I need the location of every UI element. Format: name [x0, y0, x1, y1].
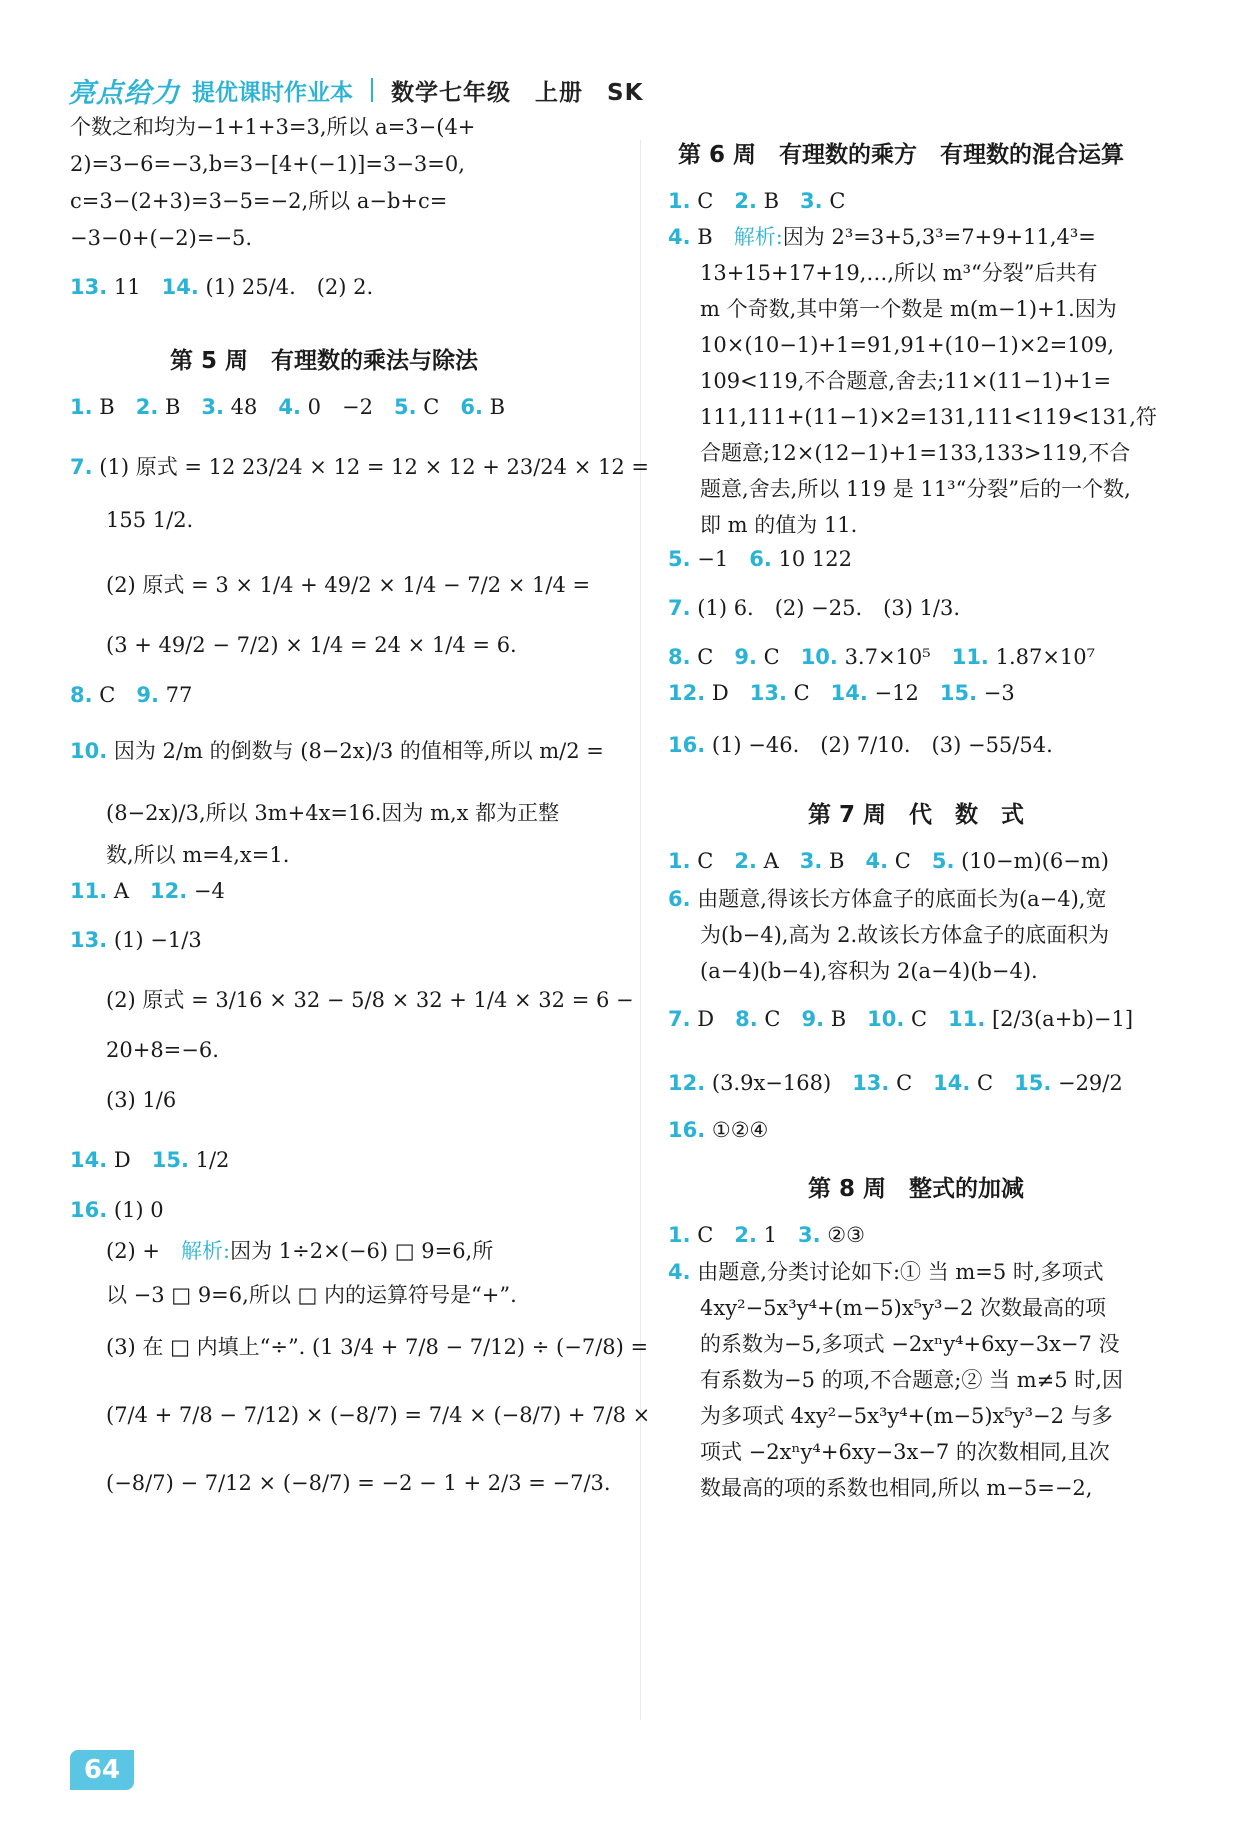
- page-number: 64: [70, 1750, 134, 1790]
- answer-line: 5. −1 6. 10 122: [668, 547, 852, 571]
- column-divider: [640, 140, 641, 1720]
- answer-line: 13. (1) −1/3: [70, 928, 202, 952]
- answer-line: 1. C 2. A 3. B 4. C 5. (10−m)(6−m): [668, 849, 1109, 873]
- answer-line: 8. C 9. C 10. 3.7×10⁵ 11. 1.87×10⁷: [668, 645, 1096, 669]
- text-line: 20+8=−6.: [106, 1038, 219, 1062]
- text-line: 111,111+(11−1)×2=131,111<119<131,符: [700, 405, 1157, 429]
- answer-line: 1. B 2. B 3. 48 4. 0 −2 5. C 6. B: [70, 395, 506, 419]
- text-line: 即 m 的值为 11.: [700, 513, 858, 537]
- text-line: c=3−(2+3)=3−5=−2,所以 a−b+c=: [70, 189, 448, 213]
- answer-line: 1. C 2. B 3. C: [668, 189, 846, 213]
- section-title-week6: 第 6 周 有理数的乘方 有理数的混合运算: [678, 142, 1125, 168]
- answer-line: 6. 由题意,得该长方体盒子的底面长为(a−4),宽: [668, 887, 1107, 911]
- text-line: 个数之和均为−1+1+3=3,所以 a=3−(4+: [70, 115, 476, 139]
- answer-line: 4. 由题意,分类讨论如下:① 当 m=5 时,多项式: [668, 1260, 1104, 1284]
- text-line: 为多项式 4xy²−5x³y⁴+(m−5)x⁵y³−2 与多: [700, 1404, 1113, 1428]
- answer-line: 1. C 2. 1 3. ②③: [668, 1223, 865, 1247]
- text-line: 数,所以 m=4,x=1.: [106, 843, 290, 867]
- answer-line: 12. (3.9x−168) 13. C 14. C 15. −29/2: [668, 1071, 1123, 1095]
- text-line: (2) 原式 = 3/16 × 32 − 5/8 × 32 + 1/4 × 32 = 6 −: [106, 988, 634, 1012]
- text-line: 109<119,不合题意,舍去;11×(11−1)+1=: [700, 369, 1112, 393]
- text-line: (−8/7) − 7/12 × (−8/7) = −2 − 1 + 2/3 = −7/3.: [106, 1471, 611, 1495]
- answer-line: 7. (1) 原式 = 12 23/24 × 12 = 12 × 12 + 23/24 × 12 =: [70, 455, 649, 479]
- text-line: 2)=3−6=−3,b=3−[4+(−1)]=3−3=0,: [70, 152, 465, 176]
- text-line: 为(b−4),高为 2.故该长方体盒子的底面积为: [700, 923, 1110, 947]
- text-line: 有系数为−5 的项,不合题意;② 当 m≠5 时,因: [700, 1368, 1123, 1392]
- header-separator: [371, 78, 373, 102]
- answer-line: 12. D 13. C 14. −12 15. −3: [668, 681, 1015, 705]
- book-title: 数学七年级 上册 SK: [391, 79, 644, 106]
- text-line: 项式 −2xⁿy⁴+6xy−3x−7 的次数相同,且次: [700, 1440, 1110, 1464]
- text-line: −3−0+(−2)=−5.: [70, 226, 253, 250]
- section-title-week7: 第 7 周 代 数 式: [808, 802, 1025, 828]
- text-line: 的系数为−5,多项式 −2xⁿy⁴+6xy−3x−7 没: [700, 1332, 1120, 1356]
- answer-line: 8. C 9. 77: [70, 683, 193, 707]
- answer-line: 16. (1) −46. (2) 7/10. (3) −55/54.: [668, 733, 1053, 757]
- text-line: (3) 在 □ 内填上“÷”. (1 3/4 + 7/8 − 7/12) ÷ (−7/8) =: [106, 1335, 649, 1359]
- answer-line: 13. 11 14. (1) 25/4. (2) 2.: [70, 275, 374, 299]
- answer-line: 16. (1) 0: [70, 1198, 164, 1222]
- section-title-week5: 第 5 周 有理数的乘法与除法: [170, 348, 479, 374]
- text-line: 10×(10−1)+1=91,91+(10−1)×2=109,: [700, 333, 1115, 357]
- text-line: 数最高的项的系数也相同,所以 m−5=−2,: [700, 1476, 1093, 1500]
- answer-line: 7. D 8. C 9. B 10. C 11. [2/3(a+b)−1]: [668, 1007, 1134, 1031]
- text-line: (a−4)(b−4),容积为 2(a−4)(b−4).: [700, 959, 1038, 983]
- text-line: (3 + 49/2 − 7/2) × 1/4 = 24 × 1/4 = 6.: [106, 633, 517, 657]
- text-line: (2) 原式 = 3 × 1/4 + 49/2 × 1/4 − 7/2 × 1/4 =: [106, 573, 591, 597]
- text-line: (7/4 + 7/8 − 7/12) × (−8/7) = 7/4 × (−8/7) + 7/8 ×: [106, 1403, 651, 1427]
- text-line: (2) + 解析:因为 1÷2×(−6) □ 9=6,所: [106, 1239, 494, 1263]
- text-line: (8−2x)/3,所以 3m+4x=16.因为 m,x 都为正整: [106, 801, 560, 825]
- brand-logo: 亮点给力: [68, 77, 180, 109]
- text-line: 13+15+17+19,…,所以 m³“分裂”后共有: [700, 261, 1098, 285]
- answer-line: 11. A 12. −4: [70, 879, 225, 903]
- text-line: 155 1/2.: [106, 508, 194, 532]
- page-header: [68, 68, 643, 112]
- answer-line: 7. (1) 6. (2) −25. (3) 1/3.: [668, 596, 961, 620]
- text-line: (3) 1/6: [106, 1088, 177, 1112]
- text-line: 4xy²−5x³y⁴+(m−5)x⁵y³−2 次数最高的项: [700, 1296, 1107, 1320]
- text-line: 以 −3 □ 9=6,所以 □ 内的运算符号是“+”.: [106, 1283, 517, 1307]
- series-title: 提优课时作业本: [192, 79, 353, 106]
- text-line: m 个奇数,其中第一个数是 m(m−1)+1.因为: [700, 297, 1117, 321]
- answer-line: 16. ①②④: [668, 1118, 769, 1142]
- answer-line: 14. D 15. 1/2: [70, 1148, 230, 1172]
- text-line: 题意,舍去,所以 119 是 11³“分裂”后的一个数,: [700, 477, 1131, 501]
- section-title-week8: 第 8 周 整式的加减: [808, 1176, 1025, 1202]
- answer-line: 10. 因为 2/m 的倒数与 (8−2x)/3 的值相等,所以 m/2 =: [70, 739, 604, 763]
- answer-line: 4. B 解析:因为 2³=3+5,3³=7+9+11,4³=: [668, 225, 1096, 249]
- text-line: 合题意;12×(12−1)+1=133,133>119,不合: [700, 441, 1131, 465]
